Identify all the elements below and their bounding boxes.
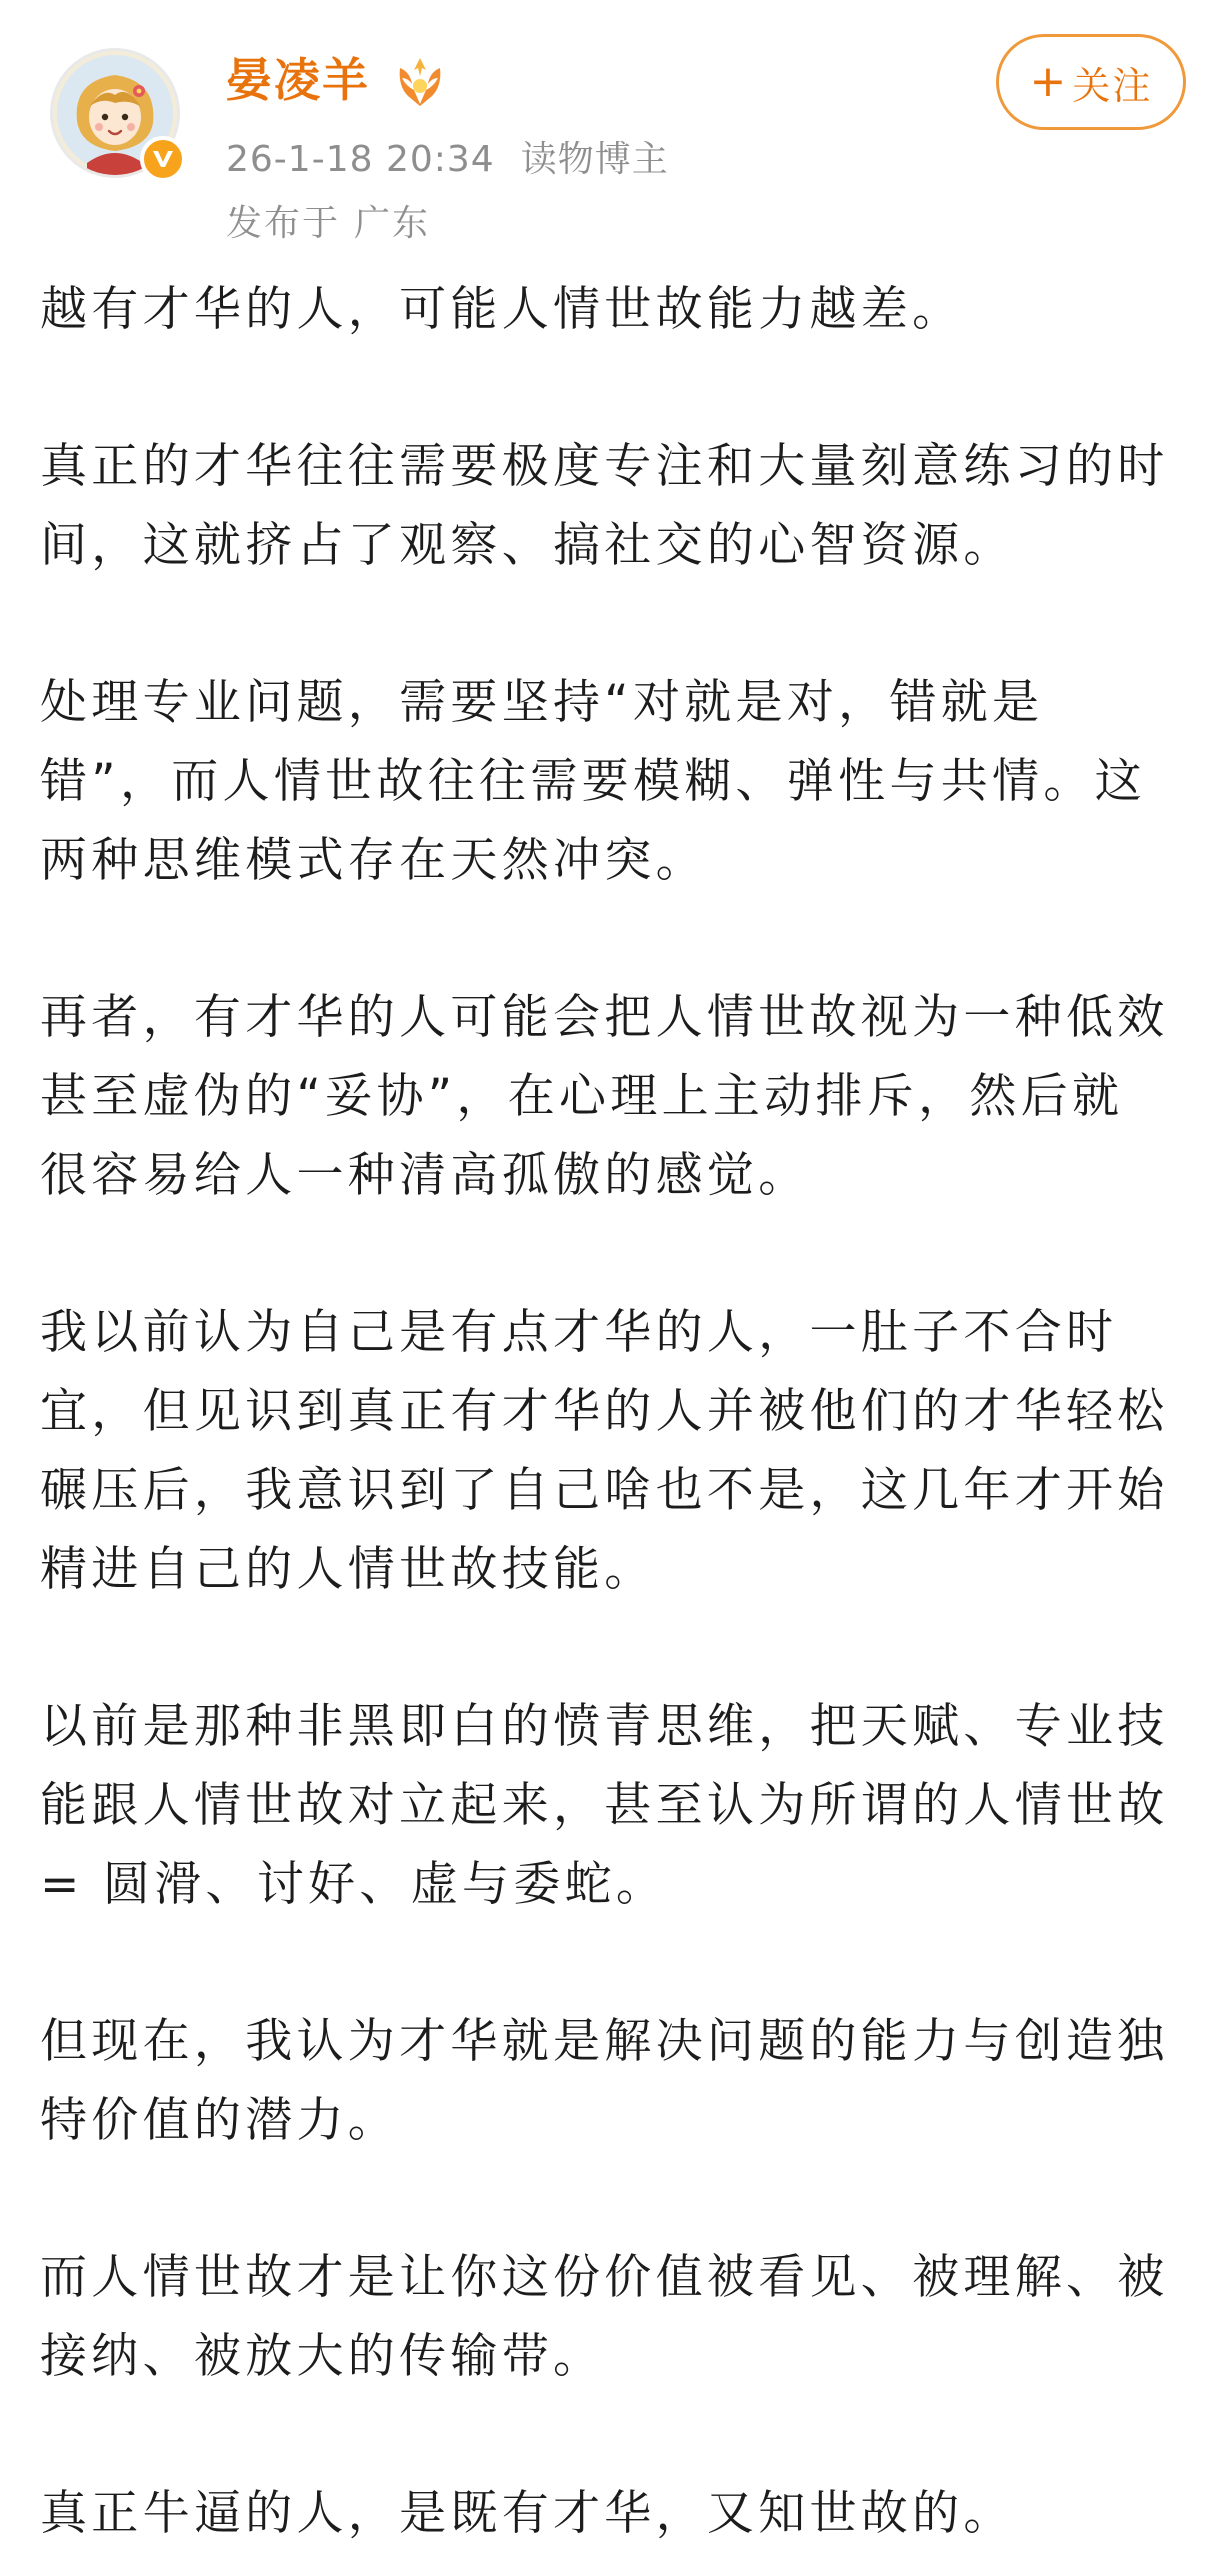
follow-button[interactable] [996, 34, 1186, 130]
post-paragraph-3: 处理专业问题，需要坚持“对就是对，错就是错”，而人情世故往往需要模糊、弹性与共情。这两种思维模式存在天然冲突。 [40, 675, 1146, 888]
post-timestamp: 26-1-18 20:34 [226, 139, 495, 180]
location-name: 广东 [354, 203, 431, 244]
post-location [226, 200, 430, 248]
post-paragraph-6: 以前是那种非黑即白的愤青思维，把天赋、专业技能跟人情世故对立起来，甚至认为所谓的人情世故 = 圆滑、讨好、虚与委蛇。 [40, 1699, 1169, 1912]
post-paragraph-5: 我以前认为自己是有点才华的人，一肚子不合时宜，但见识到真正有才华的人并被他们的才华轻松碾压后，我意识到了自己啥也不是，这几年才开始精进自己的人情世故技能。 [40, 1305, 1169, 1597]
author-name[interactable]: 晏凌羊 [226, 53, 370, 107]
location-prefix: 发布于 [226, 203, 341, 244]
flame-medal-icon [392, 56, 448, 108]
verified-badge [140, 136, 186, 182]
author-avatar-wrap[interactable] [50, 48, 186, 184]
post-paragraph-4: 再者，有才华的人可能会把人情世故视为一种低效甚至虚伪的“妥协”，在心理上主动排斥，然后就很容易给人一种清高孤傲的感觉。 [40, 990, 1169, 1203]
post-paragraph-2: 真正的才华往往需要极度专注和大量刻意练习的时间，这就挤占了观察、搞社交的心智资源。 [40, 439, 1169, 573]
post-content [40, 270, 1170, 2553]
post-header [0, 0, 1216, 260]
post-paragraph-1: 越有才华的人，可能人情世故能力越差。 [40, 282, 964, 337]
follow-label: 关注 [1072, 63, 1153, 108]
post-paragraph-7: 但现在，我认为才华就是解决问题的能力与创造独特价值的潜力。 [40, 2014, 1169, 2148]
verified-v-icon [150, 147, 176, 171]
plus-icon: + [1029, 56, 1069, 107]
author-role: 读物博主 [520, 139, 669, 180]
post-paragraph-9: 真正牛逼的人，是既有才华，又知世故的。 [40, 2486, 1015, 2541]
post-paragraph-8: 而人情世故才是让你这份价值被看见、被理解、被接纳、被放大的传输带。 [40, 2250, 1169, 2384]
post-meta [226, 136, 669, 184]
